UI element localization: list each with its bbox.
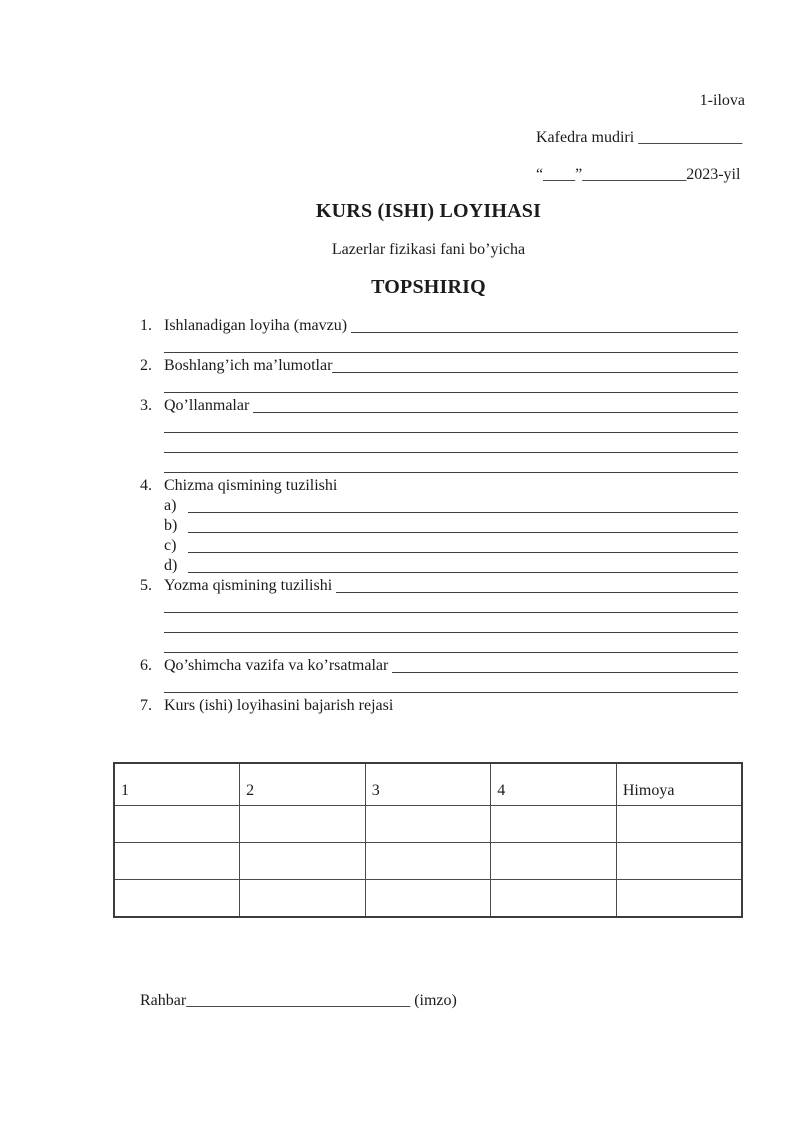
supervisor-signature-blank: ____________________________ bbox=[186, 992, 411, 1009]
kafedra-label: Kafedra mudiri bbox=[536, 129, 639, 146]
blank-underline bbox=[188, 516, 738, 533]
plan-table-empty-cell bbox=[616, 806, 742, 843]
plan-table-header-cell: 4 bbox=[491, 763, 617, 806]
form-item-line bbox=[140, 696, 738, 716]
item-number bbox=[140, 516, 164, 536]
form-blank-line bbox=[140, 456, 738, 476]
document-title: KURS (ISHI) LOYIHASI bbox=[315, 200, 542, 222]
item-number bbox=[140, 496, 164, 516]
item-number bbox=[140, 336, 164, 356]
item-number: 2. bbox=[140, 357, 152, 374]
plan-table-empty-cell bbox=[240, 880, 366, 918]
supervisor-line bbox=[140, 992, 457, 1010]
form-blank-line bbox=[140, 596, 738, 616]
form-blank-line bbox=[140, 616, 738, 636]
item-number bbox=[140, 536, 164, 556]
form-blank-line bbox=[140, 376, 738, 396]
plan-table-header-cell: 1 bbox=[114, 763, 240, 806]
item-number: 1. bbox=[140, 317, 152, 334]
plan-table-empty-cell bbox=[240, 806, 366, 843]
item-text: Ishlanadigan loyiha (mavzu) bbox=[164, 317, 352, 334]
blank-underline bbox=[253, 396, 738, 413]
form-blank-line bbox=[140, 336, 738, 356]
imzo-label: (imzo) bbox=[410, 992, 457, 1009]
item-number bbox=[140, 456, 164, 476]
blank-underline bbox=[392, 656, 738, 673]
date-month-blank: _____________ bbox=[582, 166, 687, 183]
form-subitem-line bbox=[140, 496, 738, 516]
blank-underline bbox=[351, 316, 738, 333]
form-item-line bbox=[140, 396, 738, 416]
annex-label: 1-ilova bbox=[699, 92, 745, 109]
form-blank-line bbox=[140, 436, 738, 456]
blank-underline bbox=[164, 376, 738, 393]
form-item-line bbox=[140, 356, 738, 376]
form-item-line bbox=[140, 316, 738, 336]
plan-table bbox=[113, 762, 743, 918]
plan-table-body bbox=[114, 806, 742, 918]
item-text: Kurs (ishi) loyihasini bajarish rejasi bbox=[164, 697, 394, 714]
subitem-letter: a) bbox=[164, 497, 177, 514]
date-close-quote: ” bbox=[575, 166, 583, 183]
plan-table-header-row bbox=[114, 763, 742, 806]
item-text: Chizma qismining tuzilishi bbox=[164, 477, 338, 494]
item-number bbox=[140, 596, 164, 616]
form-item-line bbox=[140, 476, 738, 496]
plan-table-header-cell: Himoya bbox=[616, 763, 742, 806]
item-number bbox=[140, 676, 164, 696]
blank-underline bbox=[188, 496, 738, 513]
form-subitem-line bbox=[140, 536, 738, 556]
blank-underline bbox=[164, 596, 738, 613]
form-subitem-line bbox=[140, 516, 738, 536]
form-item-line bbox=[140, 656, 738, 676]
blank-underline bbox=[188, 536, 738, 553]
item-text: Qo’shimcha vazifa va ko’rsatmalar bbox=[164, 657, 393, 674]
subitem-letter: d) bbox=[164, 557, 178, 574]
item-number: 3. bbox=[140, 397, 152, 414]
document-subtitle: Lazerlar fizikasi fani bo’yicha bbox=[331, 241, 526, 258]
section-heading: TOPSHIRIQ bbox=[371, 276, 486, 298]
plan-table-empty-cell bbox=[114, 880, 240, 918]
plan-table-empty-cell bbox=[365, 843, 491, 880]
item-text: Boshlang’ich ma’lumotlar bbox=[164, 357, 333, 374]
date-year: 2023-yil bbox=[686, 166, 741, 183]
plan-table-empty-cell bbox=[616, 880, 742, 918]
blank-underline bbox=[164, 616, 738, 633]
plan-table-header-cell: 2 bbox=[240, 763, 366, 806]
date-day-blank: ____ bbox=[543, 166, 576, 183]
plan-table-empty-cell bbox=[114, 843, 240, 880]
item-number bbox=[140, 416, 164, 436]
plan-table-empty-cell bbox=[114, 806, 240, 843]
blank-underline bbox=[188, 556, 738, 573]
item-number: 6. bbox=[140, 657, 152, 674]
item-number bbox=[140, 376, 164, 396]
plan-table-header bbox=[114, 763, 742, 806]
blank-underline bbox=[164, 456, 738, 473]
item-number bbox=[140, 636, 164, 656]
plan-table-row bbox=[114, 806, 742, 843]
plan-table-row bbox=[114, 843, 742, 880]
kafedra-mudiri-line bbox=[536, 129, 742, 147]
plan-table-empty-cell bbox=[491, 806, 617, 843]
rahbar-label: Rahbar bbox=[140, 992, 187, 1009]
blank-underline bbox=[332, 356, 738, 373]
plan-table-empty-cell bbox=[240, 843, 366, 880]
kafedra-signature-blank: _____________ bbox=[638, 129, 743, 146]
item-text: Qo’llanmalar bbox=[164, 397, 254, 414]
item-number: 4. bbox=[140, 477, 152, 494]
blank-underline bbox=[164, 676, 738, 693]
date-open-quote: “ bbox=[536, 166, 544, 183]
form-blank-line bbox=[140, 636, 738, 656]
subitem-letter: b) bbox=[164, 517, 178, 534]
date-line bbox=[536, 166, 740, 184]
item-number bbox=[140, 436, 164, 456]
item-number bbox=[140, 556, 164, 576]
plan-table-empty-cell bbox=[365, 880, 491, 918]
plan-table-empty-cell bbox=[365, 806, 491, 843]
plan-table-row bbox=[114, 880, 742, 918]
form-lines bbox=[140, 316, 738, 716]
blank-underline bbox=[164, 416, 738, 433]
item-number: 5. bbox=[140, 577, 152, 594]
item-number: 7. bbox=[140, 697, 152, 714]
form-blank-line bbox=[140, 676, 738, 696]
subitem-letter: c) bbox=[164, 537, 177, 554]
plan-table-empty-cell bbox=[491, 880, 617, 918]
plan-table-header-cell: 3 bbox=[365, 763, 491, 806]
blank-underline bbox=[164, 336, 738, 353]
blank-underline bbox=[336, 576, 738, 593]
plan-table-empty-cell bbox=[616, 843, 742, 880]
plan-table-empty-cell bbox=[491, 843, 617, 880]
item-number bbox=[140, 616, 164, 636]
form-item-line bbox=[140, 576, 738, 596]
blank-underline bbox=[164, 436, 738, 453]
form-subitem-line bbox=[140, 556, 738, 576]
item-text: Yozma qismining tuzilishi bbox=[164, 577, 337, 594]
blank-underline bbox=[164, 636, 738, 653]
form-blank-line bbox=[140, 416, 738, 436]
